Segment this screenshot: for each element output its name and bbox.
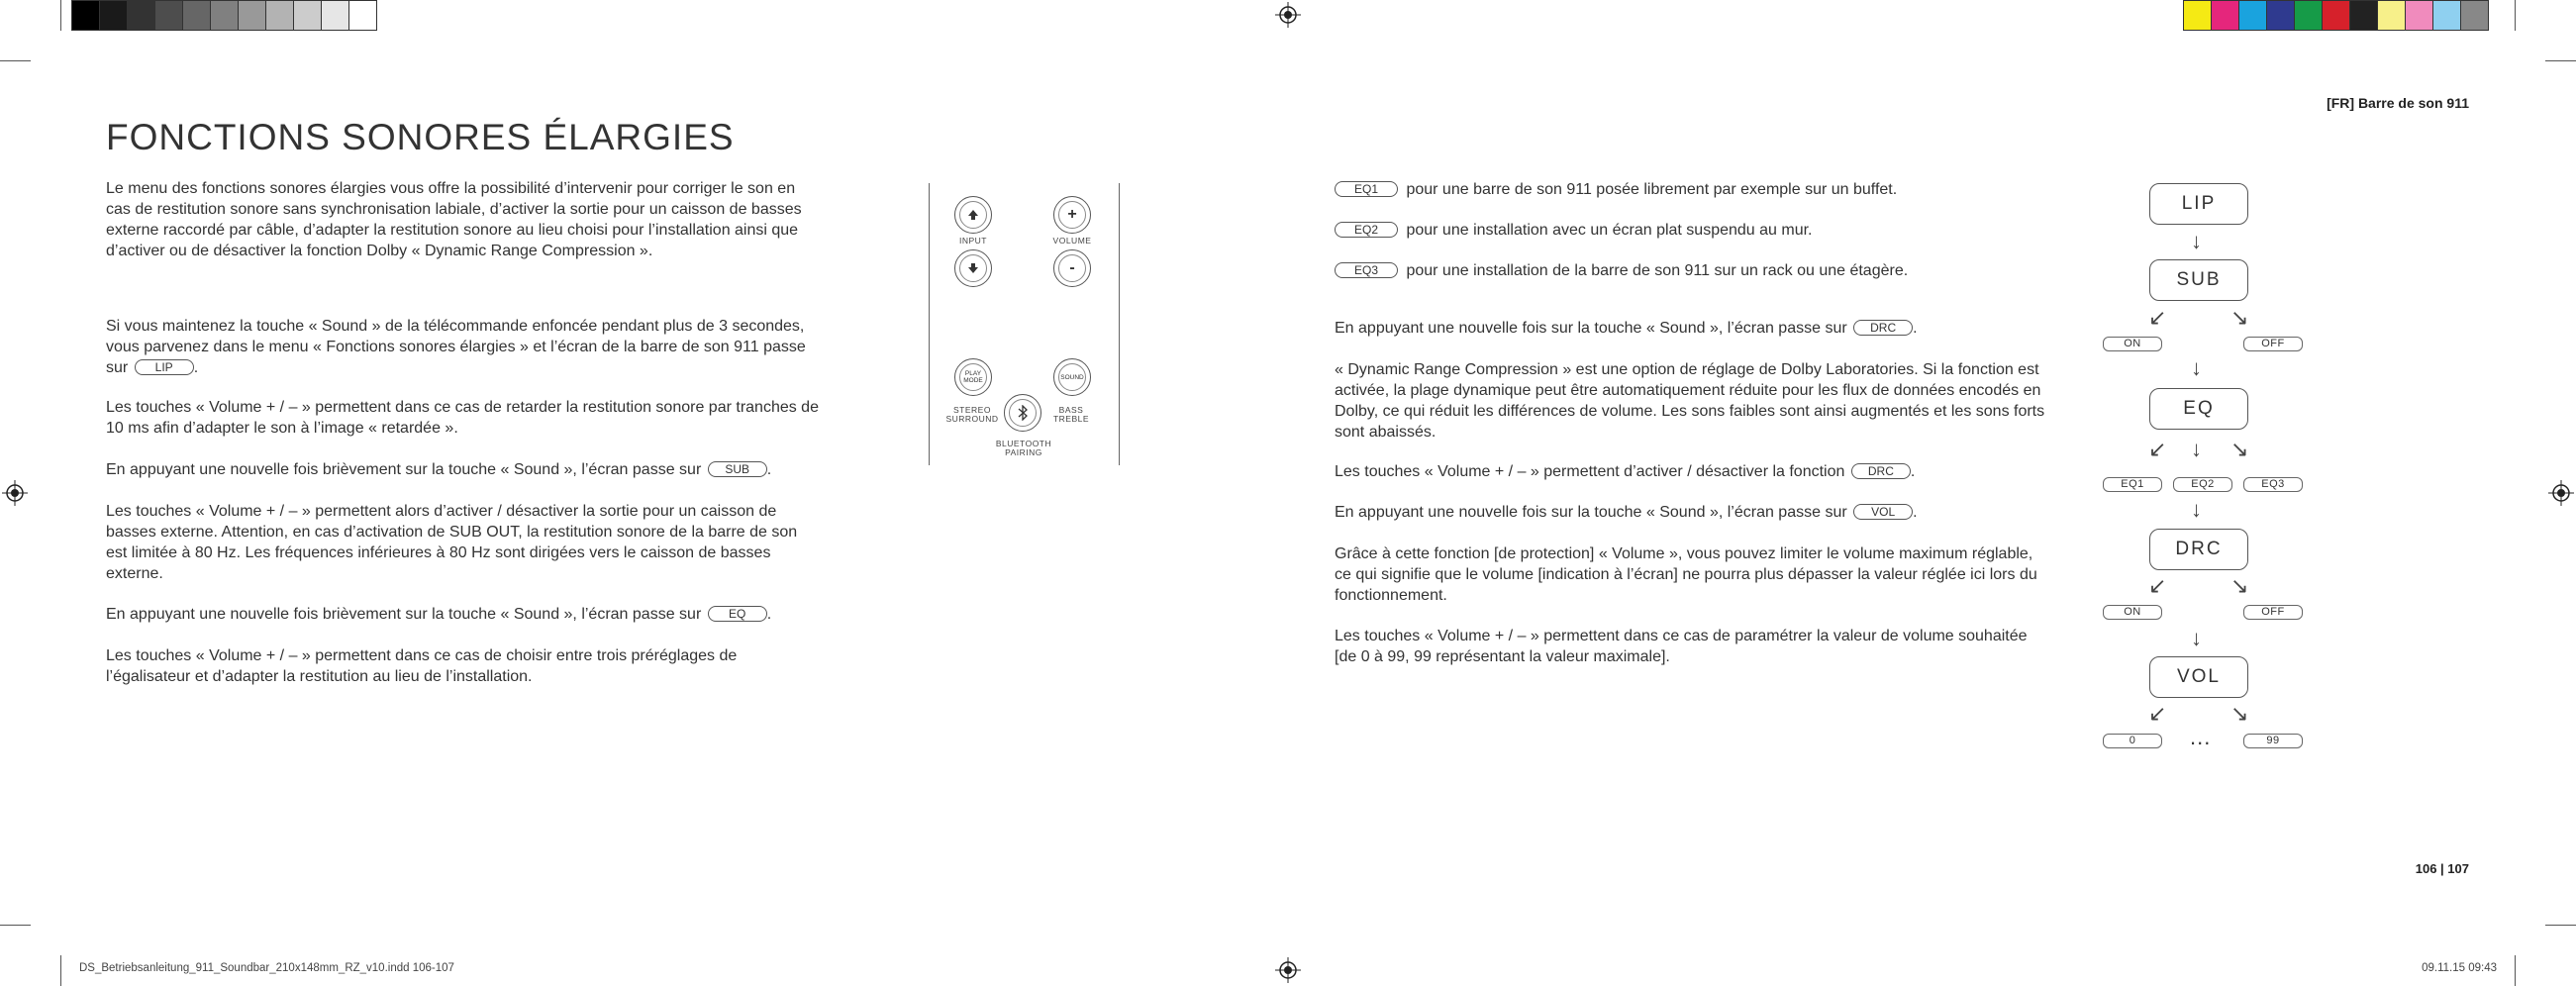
flow-box-sub: SUB (2149, 259, 2248, 301)
plus-icon: + (1058, 201, 1086, 229)
display-pill-eq2: EQ2 (1335, 222, 1398, 238)
arrow-down-icon: ↓ (2191, 437, 2202, 461)
paragraph-eq: En appuyant une nouvelle fois brièvement sur la touche « Sound », l’écran passe sur EQ . (106, 606, 772, 623)
flow-box-drc: DRC (2149, 529, 2248, 570)
remote-volume-label: VOLUME (1052, 236, 1092, 246)
print-timestamp: 09.11.15 09:43 (2422, 962, 2497, 974)
paragraph-text: En appuyant une nouvelle fois sur la touche « Sound », l’écran passe sur (1335, 320, 1847, 337)
paragraph-text: Les touches « Volume + / – » permettent d’activer / désactiver la fonction (1335, 463, 1845, 480)
crop-mark (0, 925, 31, 926)
color-swatch-strip (2184, 0, 2489, 31)
remote-input-down-button (954, 249, 992, 287)
eq1-description: pour une barre de son 911 posée librement par exemple sur un buffet. (1406, 181, 1898, 198)
crop-mark (2515, 0, 2516, 31)
paragraph-vol: En appuyant une nouvelle fois sur la touche « Sound », l’écran passe sur VOL . (1335, 504, 1918, 521)
color-swatch (71, 0, 100, 31)
crop-mark (2545, 60, 2576, 61)
flow-option-vol-range-dots: ... (2190, 725, 2212, 749)
remote-volume-minus-button (1053, 249, 1091, 287)
arrow-down-icon: ↓ (2191, 626, 2202, 650)
display-pill-lip: LIP (135, 359, 194, 375)
color-swatch (154, 0, 183, 31)
color-swatch (2294, 0, 2323, 31)
eq3-description: pour une installation de la barre de son 911 sur un rack ou une étagère. (1406, 262, 1909, 279)
page-title: FONCTIONS SONORES ÉLARGIES (106, 117, 735, 157)
color-swatch (2432, 0, 2461, 31)
bluetooth-icon (1017, 405, 1029, 421)
flow-option-eq1: EQ1 (2103, 477, 2162, 492)
remote-input-up-button (954, 196, 992, 234)
flow-box-eq: EQ (2149, 388, 2248, 430)
registration-mark-icon (1275, 957, 1301, 983)
color-swatch (2211, 0, 2239, 31)
color-swatch (293, 0, 322, 31)
eq1-row (1335, 181, 1897, 199)
paragraph-text: En appuyant une nouvelle fois brièvement sur la touche « Sound », l’écran passe sur (106, 606, 702, 623)
registration-mark-icon (1275, 2, 1301, 28)
flow-option-eq2: EQ2 (2173, 477, 2232, 492)
color-swatch (238, 0, 266, 31)
gray-swatch-strip (72, 0, 377, 31)
flow-option-drc-off: OFF (2243, 605, 2303, 620)
section-label: [FR] Barre de son 911 (2327, 95, 2469, 111)
color-swatch (321, 0, 349, 31)
crop-mark (0, 60, 31, 61)
display-pill-eq1: EQ1 (1335, 181, 1398, 197)
eq2-description: pour une installation avec un écran plat suspendu au mur. (1406, 222, 1813, 239)
remote-bass-treble-label: BASS TREBLE (1052, 405, 1090, 424)
color-swatch (99, 0, 128, 31)
remote-sound-button (1053, 358, 1091, 396)
arrow-down-right-icon: ↘ (2230, 305, 2249, 330)
flow-option-vol-min: 0 (2103, 734, 2162, 748)
color-swatch (182, 0, 211, 31)
eq2-row (1335, 222, 1813, 240)
color-swatch (2377, 0, 2406, 31)
eq3-row (1335, 262, 1908, 280)
arrow-down-icon (967, 262, 979, 274)
color-swatch (2322, 0, 2350, 31)
arrow-down-right-icon: ↘ (2230, 437, 2249, 461)
paragraph-text: En appuyant une nouvelle fois sur la touche « Sound », l’écran passe sur (1335, 504, 1847, 521)
file-name: DS_Betriebsanleitung_911_Soundbar_210x148mm_RZ_v10.indd 106-107 (79, 962, 454, 974)
registration-mark-icon (2, 480, 28, 506)
flow-box-vol: VOL (2149, 656, 2248, 698)
color-swatch (2460, 0, 2489, 31)
color-swatch (127, 0, 155, 31)
arrow-down-left-icon: ↙ (2148, 437, 2167, 461)
remote-outline-left (929, 183, 930, 465)
flow-option-sub-off: OFF (2243, 337, 2303, 351)
paragraph-vol-description: Grâce à cette fonction [de protection] « Volume », vous pouvez limiter le volume maximum réglable, ce qui signifie que le volume [indication à l’écran] ne pourra plus dépasser la valeur réglée ici lors du fonctionnement. (1335, 545, 2037, 604)
display-pill-drc: DRC (1853, 320, 1913, 336)
remote-play-mode-button (954, 358, 992, 396)
paragraph-drc-volume: Les touches « Volume + / – » permettent d’activer / désactiver la fonction DRC . (1335, 463, 1916, 480)
paragraph-drc-description: « Dynamic Range Compression » est une option de réglage de Dolby Laboratories. Si la fonction est activée, la plage dynamique peut être automatiquement réduite pour les flux de données encodés en Dolby, ce qui réduit les différences de volume. Les sons faibles sont ainsi augmentés et les sons forts sont abaissés. (1335, 361, 2045, 441)
display-pill-drc-toggle: DRC (1851, 463, 1911, 479)
paragraph-eq-volume: Les touches « Volume + / – » permettent dans ce cas de choisir entre trois préréglages de l’égalisateur et d’adapter la restitution au lieu de l’installation. (106, 647, 738, 685)
arrow-down-icon: ↓ (2191, 229, 2202, 253)
paragraph-sub-volume: Les touches « Volume + / – » permettent alors d’activer / désactiver la sortie pour un caisson de basses externe. Attention, en cas d’activation de SUB OUT, la restitution sonore de la barre de son est limitée à 80 Hz. Les fréquences inférieures à 80 Hz sont dirigées vers le caisson de basses externe. (106, 503, 798, 582)
remote-volume-plus-button (1053, 196, 1091, 234)
page-numbers: 106 | 107 (2415, 861, 2469, 876)
color-swatch (265, 0, 294, 31)
display-pill-vol: VOL (1853, 504, 1913, 520)
remote-input-label: INPUT (959, 236, 987, 246)
paragraph-text: En appuyant une nouvelle fois brièvement sur la touche « Sound », l’écran passe sur (106, 461, 702, 478)
display-pill-eq: EQ (708, 606, 767, 622)
flow-option-vol-max: 99 (2243, 734, 2303, 748)
paragraph-vol-volume: Les touches « Volume + / – » permettent dans ce cas de paramétrer la valeur de volume souhaitée [de 0 à 99, 99 représentant la valeur maximale]. (1335, 628, 2028, 665)
paragraph-text: Si vous maintenez la touche « Sound » de la télécommande enfoncée pendant plus de 3 secondes, vous parvenez dans le menu « Fonctions sonores élargies » et l’écran de la barre de son 911 passe sur (106, 318, 806, 376)
intro-paragraph: Le menu des fonctions sonores élargies vous offre la possibilité d’intervenir pour corriger le son en cas de restitution sonore sans synchronisation labiale, d’activer la sortie pour un caisson de basses externe raccordé par câble, d’adapter la restitution sonore au lieu choisi pour l’installation ainsi que d’activer ou de désactiver la fonction Dolby « Dynamic Range Compression ». (106, 180, 802, 259)
sound-label: SOUND (1058, 363, 1086, 391)
remote-bluetooth-pairing-label: BLUETOOTH PAIRING (995, 439, 1052, 457)
color-swatch (2266, 0, 2295, 31)
paragraph-lip-volume: Les touches « Volume + / – » permettent dans ce cas de retarder la restitution sonore par tranches de 10 ms afin d’adapter le son à l’image « retardée ». (106, 399, 819, 437)
crop-mark (60, 955, 61, 986)
arrow-down-icon: ↓ (2191, 355, 2202, 380)
flow-option-eq3: EQ3 (2243, 477, 2303, 492)
paragraph-drc: En appuyant une nouvelle fois sur la touche « Sound », l’écran passe sur DRC . (1335, 320, 1918, 337)
color-swatch (348, 0, 377, 31)
color-swatch (2183, 0, 2212, 31)
color-swatch (2405, 0, 2433, 31)
crop-mark (60, 0, 61, 31)
paragraph-lip: Si vous maintenez la touche « Sound » de la télécommande enfoncée pendant plus de 3 secondes, vous parvenez dans le menu « Fonctions sonores élargies » et l’écran de la barre de son 911 passe sur LIP . (106, 318, 806, 376)
arrow-up-icon (967, 209, 979, 221)
arrow-down-icon: ↓ (2191, 497, 2202, 522)
paragraph-sub: En appuyant une nouvelle fois brièvement sur la touche « Sound », l’écran passe sur SUB . (106, 461, 772, 478)
display-pill-sub: SUB (708, 461, 767, 477)
flow-box-lip: LIP (2149, 183, 2248, 225)
arrow-down-left-icon: ↙ (2148, 701, 2167, 726)
remote-bluetooth-button (1004, 394, 1041, 432)
crop-mark (2515, 955, 2516, 986)
arrow-down-left-icon: ↙ (2148, 305, 2167, 330)
registration-mark-icon (2548, 480, 2574, 506)
crop-mark (2545, 925, 2576, 926)
minus-icon: - (1058, 254, 1086, 282)
flow-option-drc-on: ON (2103, 605, 2162, 620)
play-mode-label: PLAY MODE (959, 363, 987, 391)
color-swatch (2349, 0, 2378, 31)
remote-stereo-surround-label: STEREO SURROUND (945, 405, 999, 424)
color-swatch (2238, 0, 2267, 31)
arrow-down-left-icon: ↙ (2148, 573, 2167, 598)
arrow-down-right-icon: ↘ (2230, 573, 2249, 598)
arrow-down-right-icon: ↘ (2230, 701, 2249, 726)
flow-option-sub-on: ON (2103, 337, 2162, 351)
color-swatch (210, 0, 239, 31)
remote-outline-right (1119, 183, 1120, 465)
display-pill-eq3: EQ3 (1335, 262, 1398, 278)
